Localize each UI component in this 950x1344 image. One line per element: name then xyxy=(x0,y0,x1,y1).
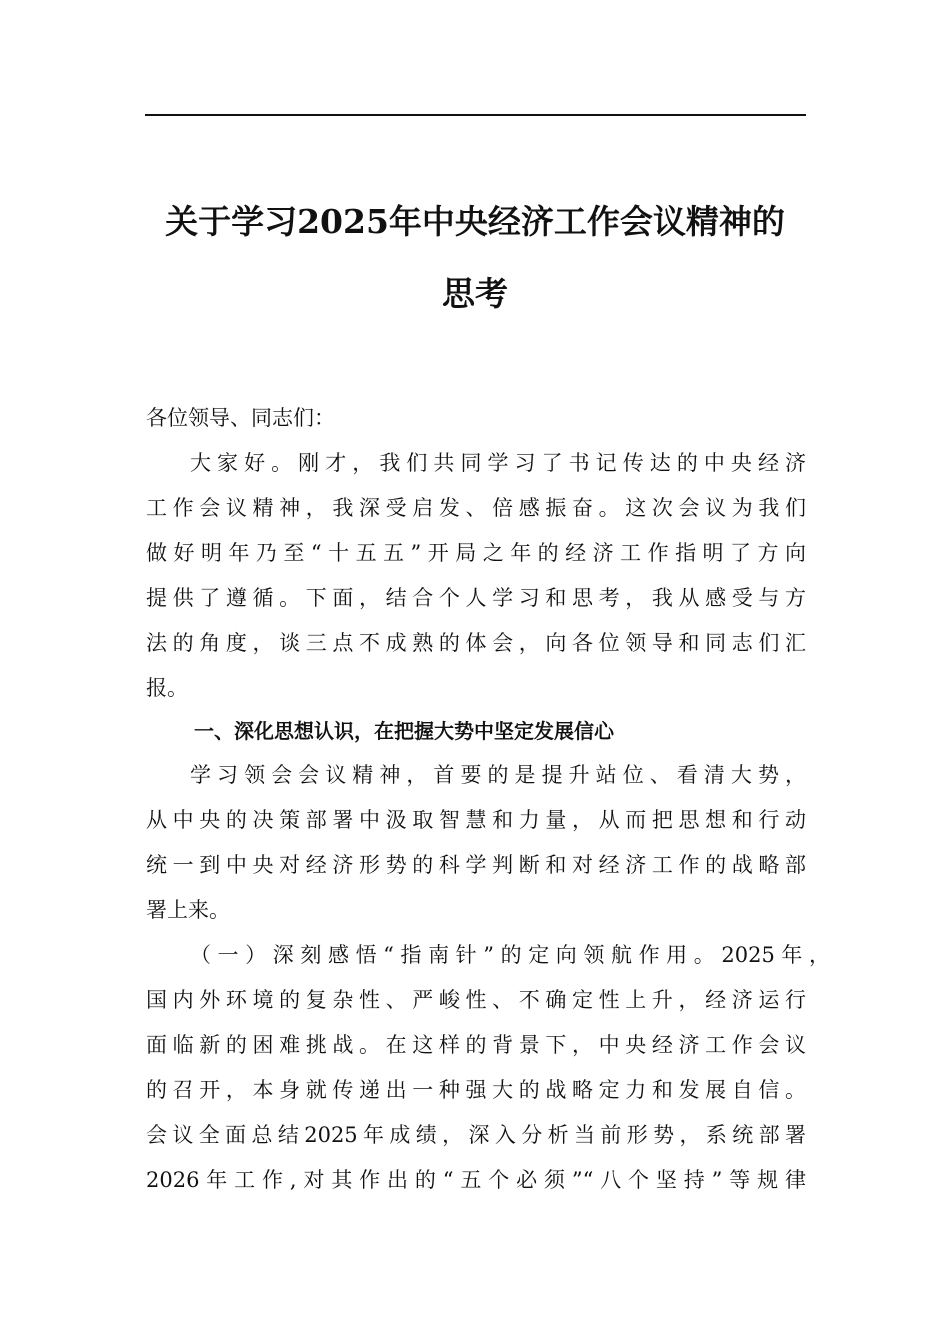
paragraph-line: 的召开，本身就传递出一种强大的战略定力和发展自信。 xyxy=(146,1078,806,1102)
paragraph-line: 学习领会会议精神，首要的是提升站位、看清大势， xyxy=(190,763,806,787)
paragraph-line: 面临新的困难挑战。在这样的背景下，中央经济工作会议 xyxy=(146,1033,806,1057)
paragraph-line: 大家好。刚才，我们共同学习了书记传达的中央经济 xyxy=(190,451,806,475)
paragraph-line: 做好明年乃至“十五五”开局之年的经济工作指明了方向 xyxy=(146,541,806,565)
document-title-line-2: 思考 xyxy=(442,274,508,313)
section-heading: 一、深化思想认识，在把握大势中坚定发展信心 xyxy=(194,719,614,743)
paragraph-line: 提供了遵循。下面，结合个人学习和思考，我从感受与方 xyxy=(146,586,806,610)
paragraph-line: 工作会议精神，我深受启发、倍感振奋。这次会议为我们 xyxy=(146,496,806,520)
paragraph-line: （一）深刻感悟“指南针”的定向领航作用。2025年， xyxy=(190,943,830,967)
paragraph-line: 统一到中央对经济形势的科学判断和对经济工作的战略部 xyxy=(146,853,806,877)
paragraph-line: 署上来。 xyxy=(146,898,230,922)
paragraph-line: 国内外环境的复杂性、严峻性、不确定性上升，经济运行 xyxy=(146,988,806,1012)
salutation: 各位领导、同志们： xyxy=(146,406,335,430)
paragraph-line: 从中央的决策部署中汲取智慧和力量，从而把思想和行动 xyxy=(146,808,806,832)
paragraph-line: 法的角度，谈三点不成熟的体会，向各位领导和同志们汇 xyxy=(146,631,806,655)
document-title-line-1: 关于学习2025年中央经济工作会议精神的 xyxy=(165,202,785,241)
paragraph-line: 会议全面总结2025年成绩，深入分析当前形势，系统部署 xyxy=(146,1123,806,1147)
paragraph-line: 报。 xyxy=(146,676,188,700)
paragraph-line: 2026年工作,对其作出的“五个必须”“八个坚持”等规律 xyxy=(146,1168,806,1192)
header-rule xyxy=(145,114,806,116)
